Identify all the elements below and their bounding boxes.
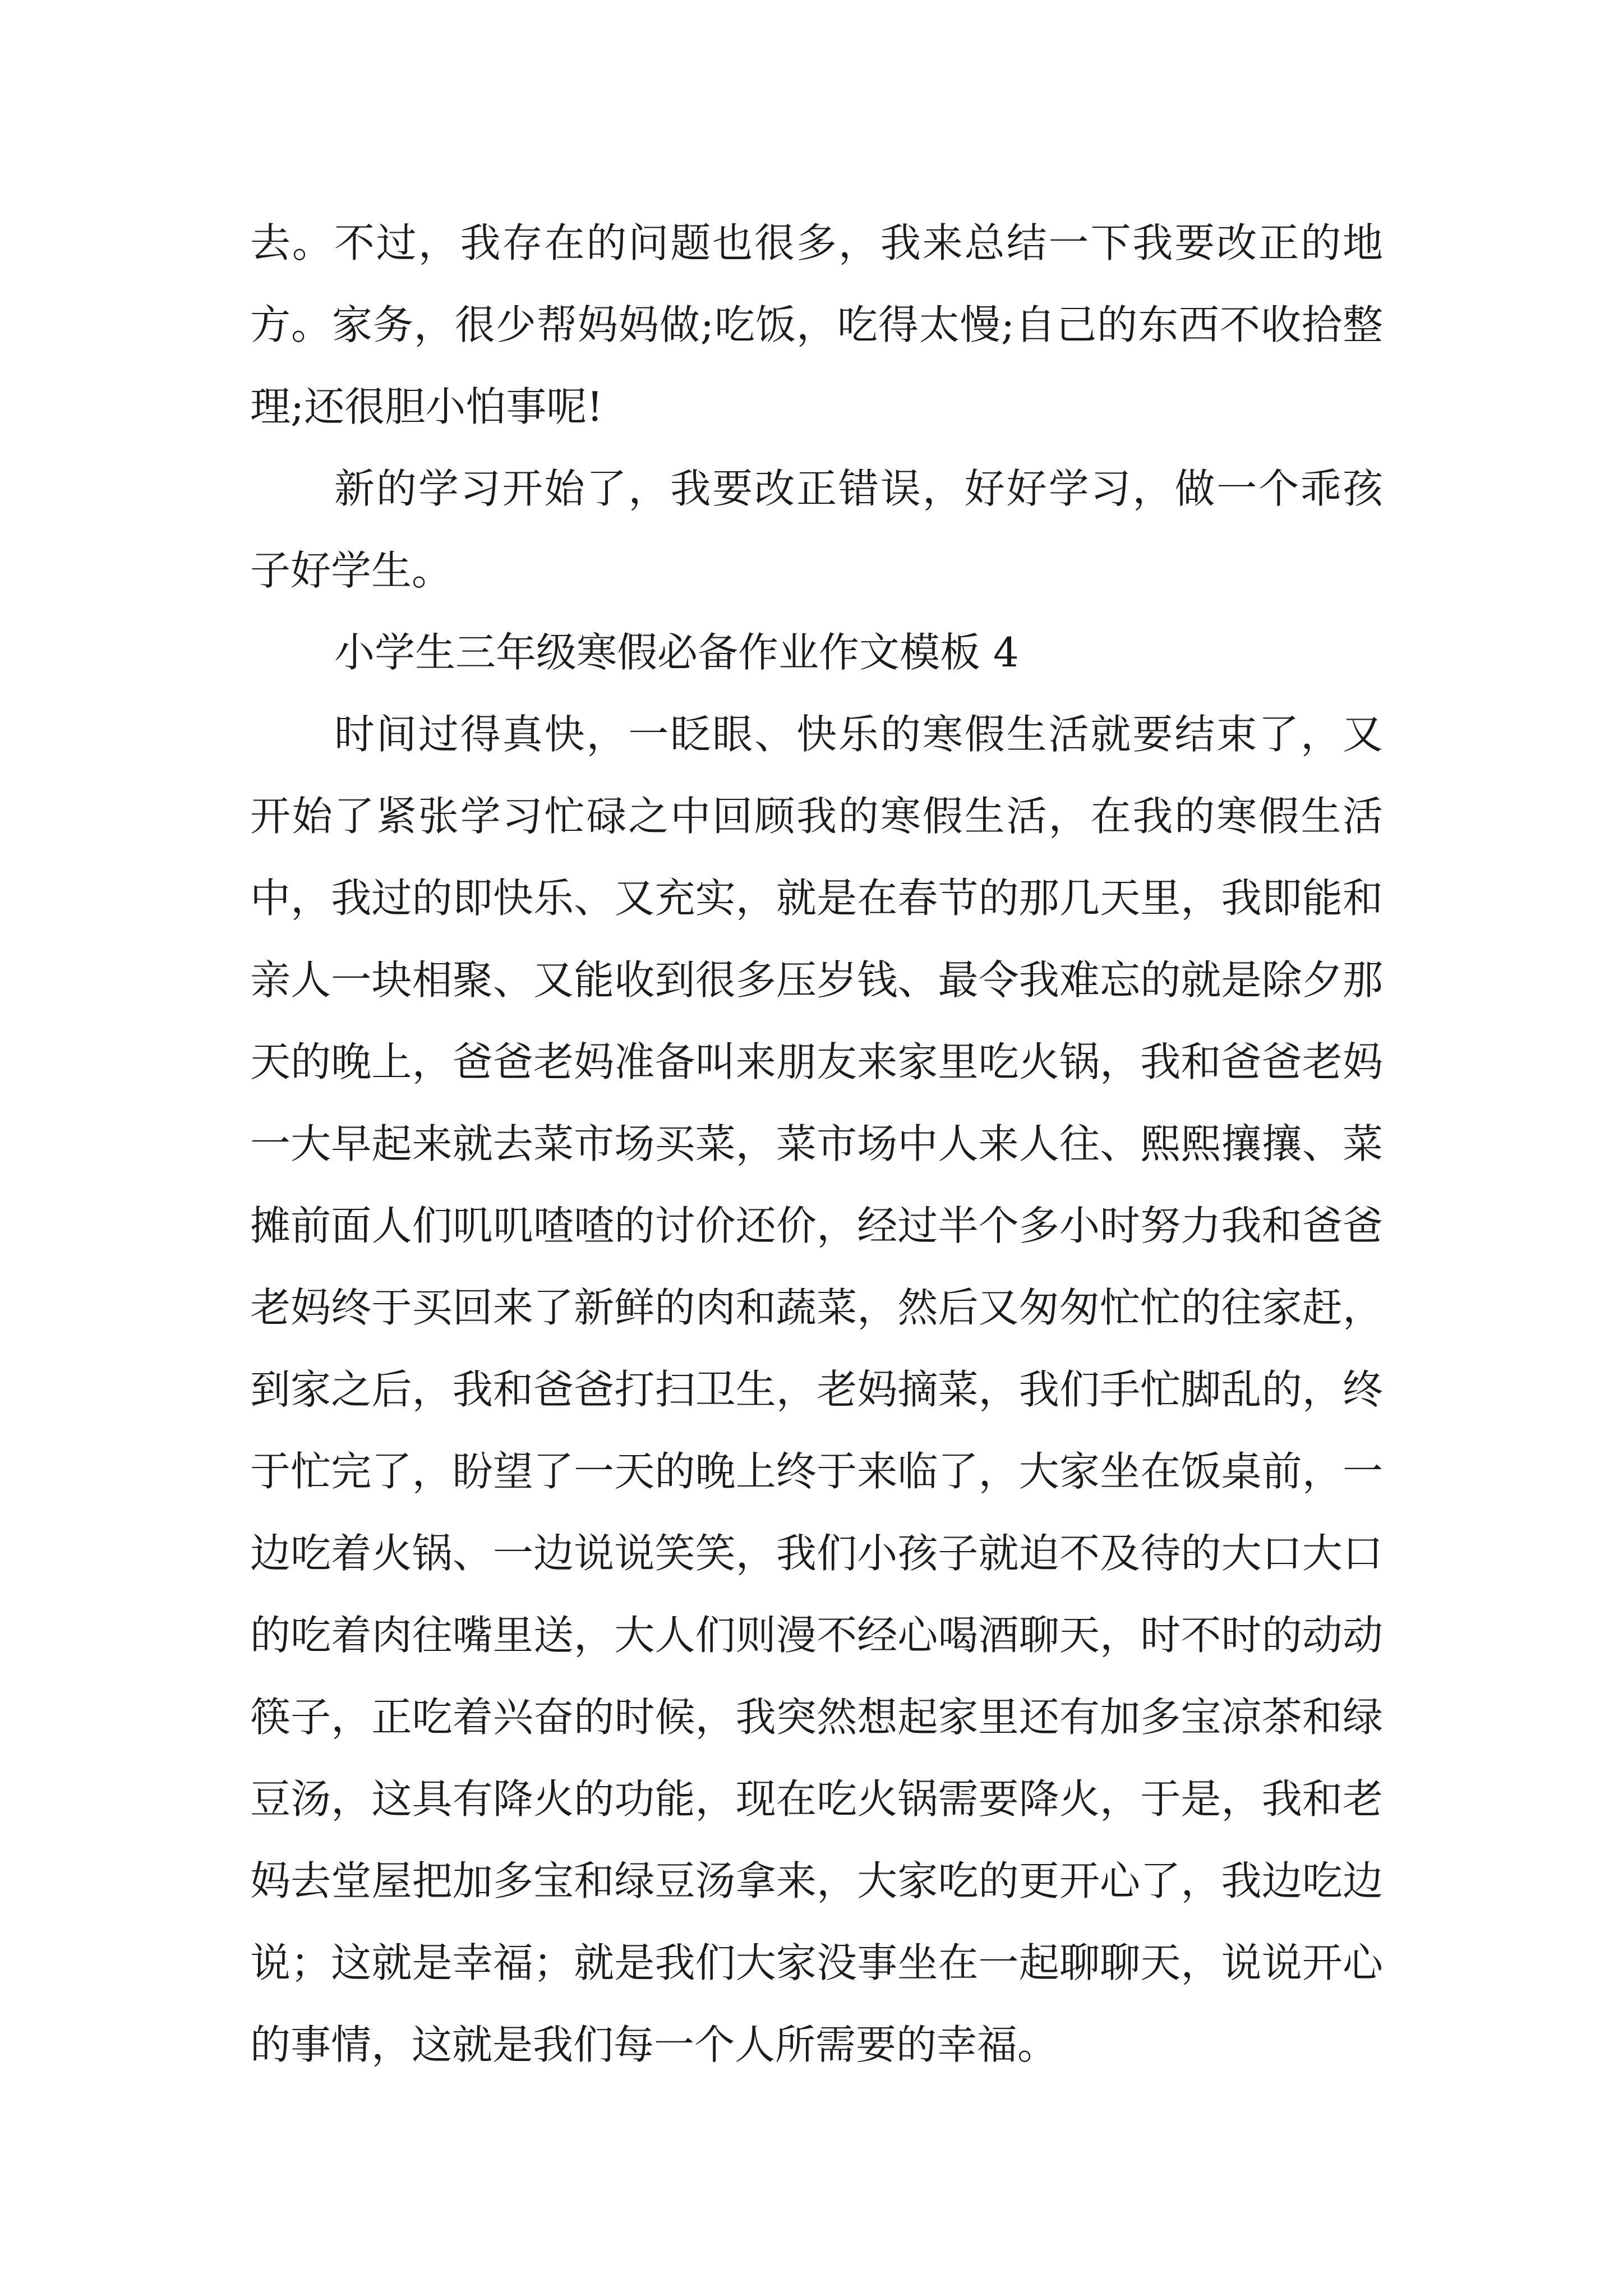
paragraph-essay-body: 时间过得真快，一眨眼、快乐的寒假生活就要结束了，又开始了紧张学习忙碌之中回顾我的寒假生活，在我的寒假生活中，我过的即快乐、又充实，就是在春节的那几天里，我即能和亲人一块相聚、又能收到很多压岁钱、最令我难忘的就是除夕那天的晚上，爸爸老妈准备叫来朋友来家里吃火锅，我和爸爸老妈一大早起来就去菜市场买菜，菜市场中人来人往、熙熙攘攘、菜摊前面人们叽叽喳喳的讨价还价，经过半个多小时努力我和爸爸老妈终于买回来了新鲜的肉和蔬菜，然后又匆匆忙忙的往家赶，到家之后，我和爸爸打扫卫生，老妈摘菜，我们手忙脚乱的，终于忙完了，盼望了一天的晚上终于来临了，大家坐在饭桌前，一边吃着火锅、一边说说笑笑，我们小孩子就迫不及待的大口大口的吃着肉往嘴里送，大人们则漫不经心喝酒聊天，时不时的动动筷子，正吃着兴奋的时候，我突然想起家里还有加多宝凉茶和绿豆汤，这具有降火的功能，现在吃火锅需要降火，于是，我和老妈去堂屋把加多宝和绿豆汤拿来，大家吃的更开心了，我边吃边说；这就是幸福；就是我们大家没事坐在一起聊聊天，说说开心的事情，这就是我们每一个人所需要的幸福。 — [250, 711, 1383, 2068]
paragraph-continuation: 去。不过，我存在的问题也很多，我来总结一下我要改正的地方。家务，很少帮妈妈做;吃饭，吃得太慢;自己的东西不收拾整理;还很胆小怕事呢! — [250, 219, 1383, 430]
essay-title: 小学生三年级寒假必备作业作文模板 4 — [334, 629, 1019, 676]
paragraph-resolution: 新的学习开始了，我要改正错误，好好学习，做一个乖孩子好学生。 — [250, 465, 1383, 594]
document-body — [250, 202, 1383, 2086]
